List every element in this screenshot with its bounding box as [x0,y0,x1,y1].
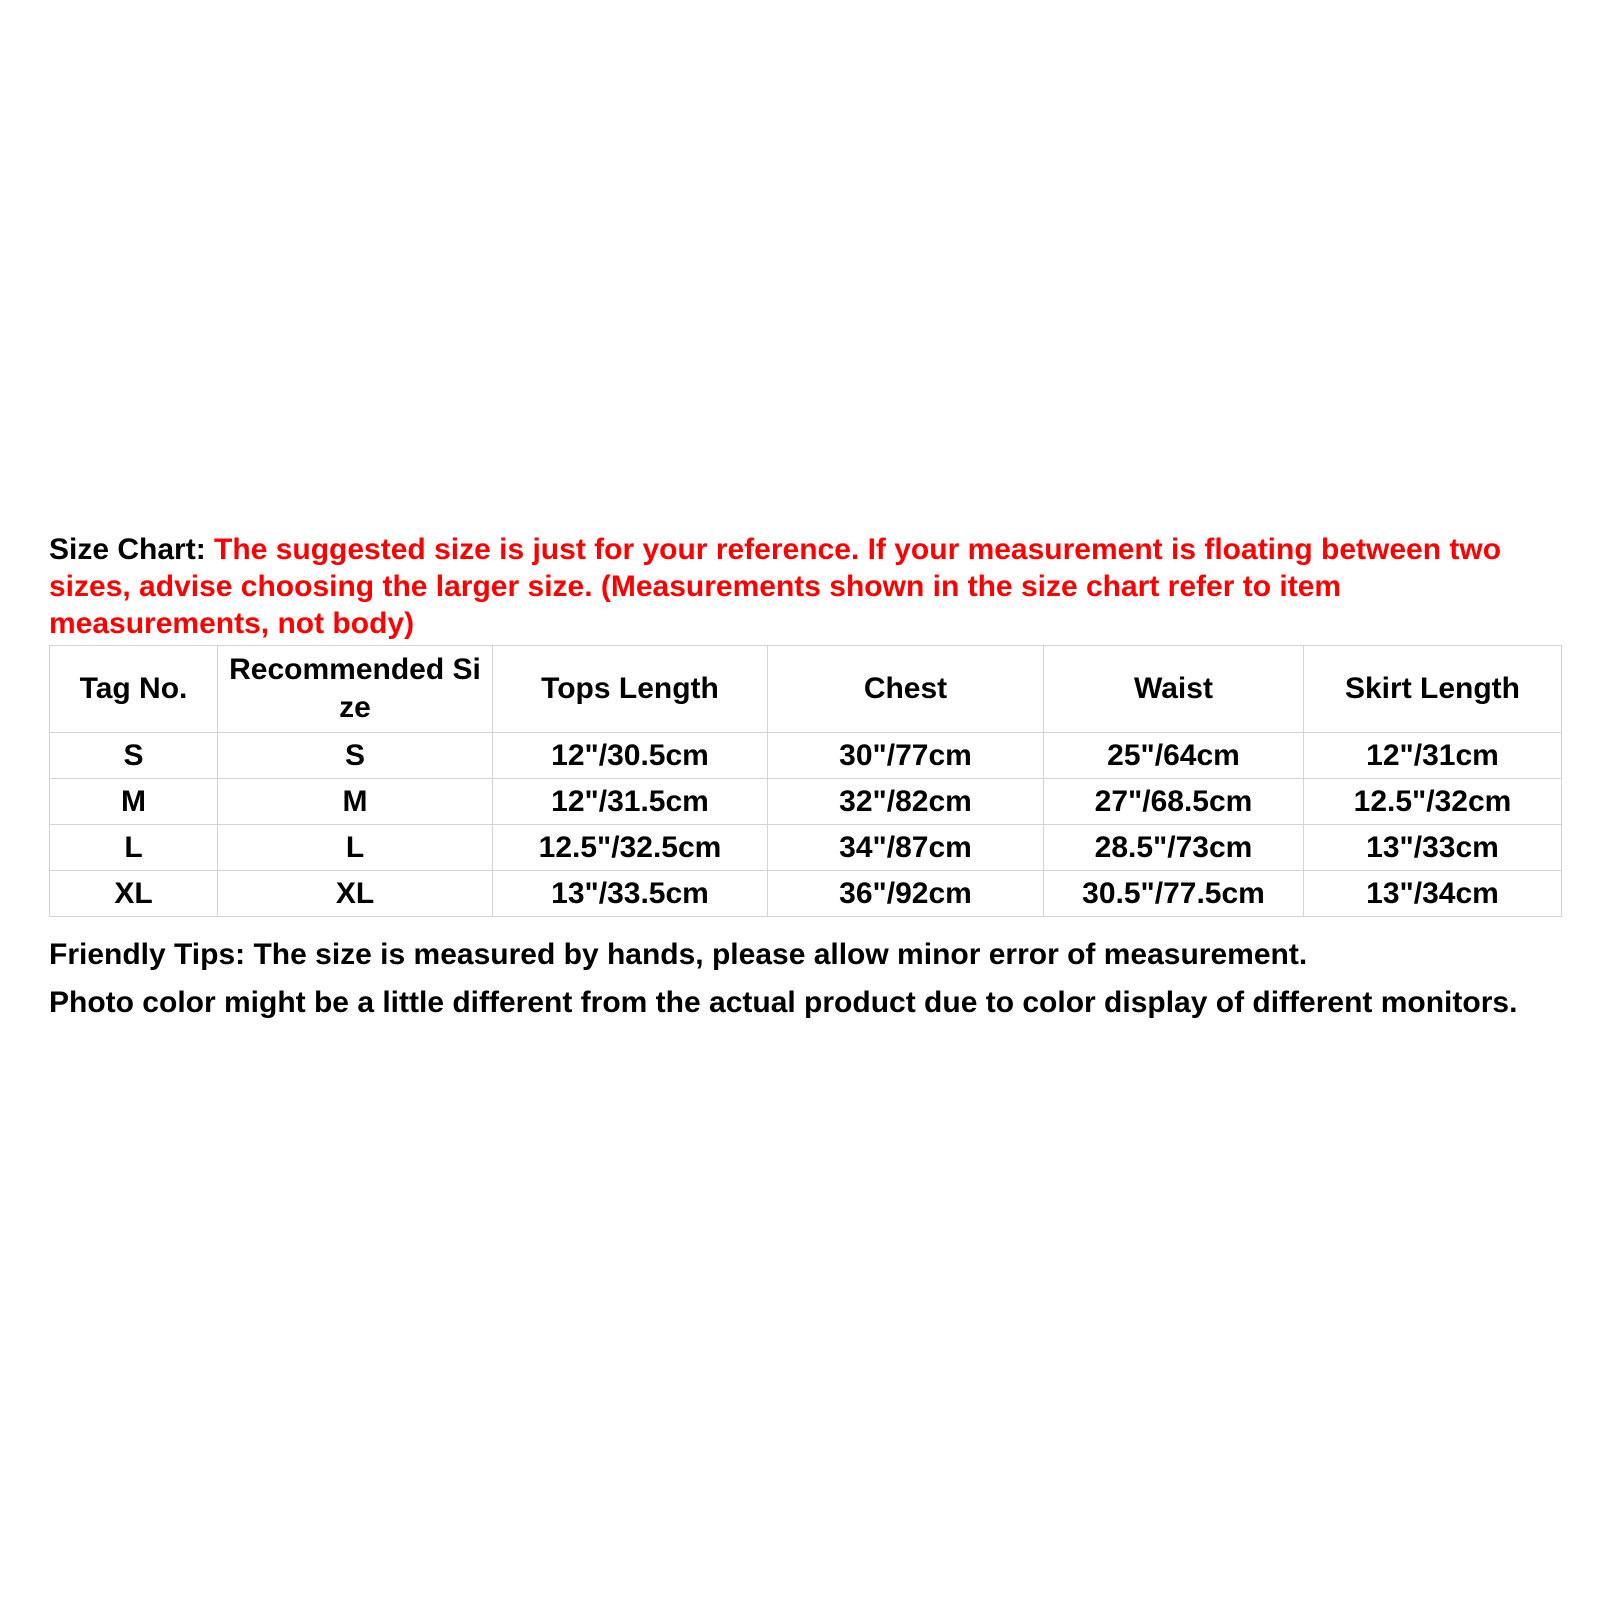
cell-skirt-length: 13"/33cm [1304,825,1562,871]
size-table [49,645,1562,917]
friendly-tips: Friendly Tips: The size is measured by hands, please allow minor error of measurement. [49,938,1308,971]
table-header-row [50,646,1562,733]
table-row [50,825,1562,871]
cell-tops-length: 12.5"/32.5cm [493,825,768,871]
table-row [50,779,1562,825]
cell-waist: 28.5"/73cm [1044,825,1304,871]
cell-skirt-length: 13"/34cm [1304,871,1562,917]
cell-waist: 30.5"/77.5cm [1044,871,1304,917]
table-row [50,733,1562,779]
header-chest: Chest [768,646,1044,733]
cell-tops-length: 12"/30.5cm [493,733,768,779]
size-chart-section [49,531,1561,1021]
cell-recommended: S [218,733,493,779]
header-tops-length: Tops Length [493,646,768,733]
cell-waist: 25"/64cm [1044,733,1304,779]
cell-tag: XL [50,871,218,917]
cell-skirt-length: 12.5"/32cm [1304,779,1562,825]
header-recommended-size-label: Recommended Size [229,653,481,724]
header-recommended-size [218,646,493,733]
cell-recommended: L [218,825,493,871]
cell-chest: 32"/82cm [768,779,1044,825]
cell-chest: 30"/77cm [768,733,1044,779]
cell-tag: M [50,779,218,825]
cell-recommended: M [218,779,493,825]
cell-waist: 27"/68.5cm [1044,779,1304,825]
cell-tops-length: 13"/33.5cm [493,871,768,917]
cell-chest: 34"/87cm [768,825,1044,871]
cell-tag: L [50,825,218,871]
cell-recommended: XL [218,871,493,917]
cell-chest: 36"/92cm [768,871,1044,917]
size-chart-note: The suggested size is just for your reference. If your measurement is floating between two sizes, advise choosing the larger size. (Measurements shown in the size chart refer to item measurements, not body) [49,533,1502,640]
cell-tag: S [50,733,218,779]
header-waist: Waist [1044,646,1304,733]
header-tag-no: Tag No. [50,646,218,733]
header-skirt-length: Skirt Length [1304,646,1562,733]
photo-color-note: Photo color might be a little different from the actual product due to color display of different monitors. [49,986,1518,1019]
table-row [50,871,1562,917]
size-chart-heading [49,531,1561,642]
size-chart-label: Size Chart: [49,533,206,566]
cell-skirt-length: 12"/31cm [1304,733,1562,779]
cell-tops-length: 12"/31.5cm [493,779,768,825]
